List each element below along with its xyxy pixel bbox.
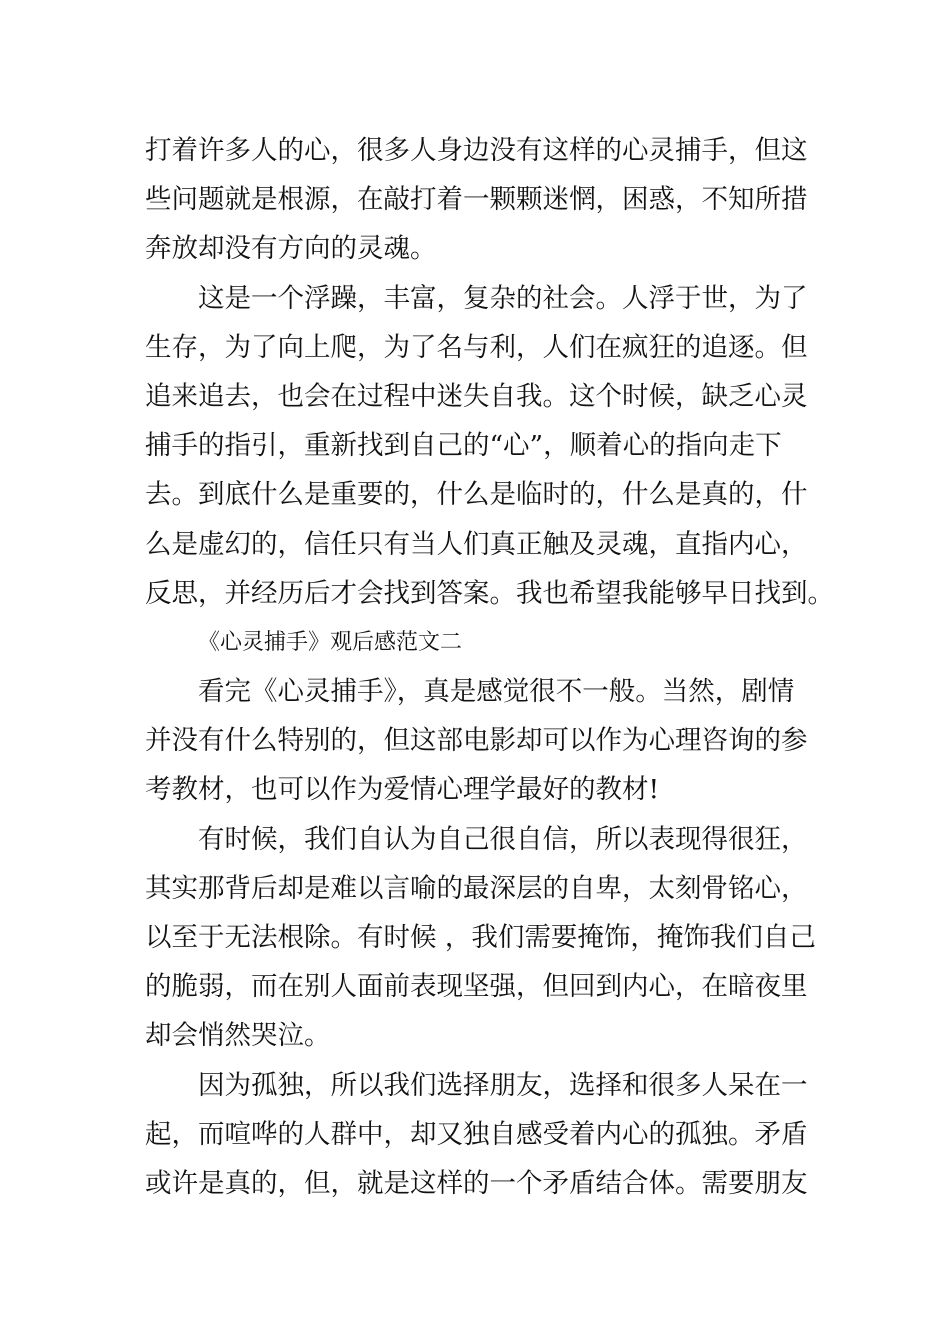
text-line: 其实那背后却是难以言喻的最深层的自卑，太刻骨铭心， bbox=[145, 872, 808, 904]
text-line: 反思，并经历后才会找到答案。我也希望我能够早日找到。 bbox=[145, 577, 834, 609]
text-line: 打着许多人的心，很多人身边没有这样的心灵捕手，但这 bbox=[145, 135, 808, 166]
text-line: 或许是真的，但，就是这样的一个矛盾结合体。需要朋友 bbox=[145, 1167, 808, 1199]
text-line: 考教材，也可以作为爱情心理学最好的教材! bbox=[145, 774, 660, 806]
text-line: 以至于无法根除。有时候 ，我们需要掩饰，掩饰我们自己 bbox=[145, 922, 816, 953]
text-line: 却会悄然哭泣。 bbox=[145, 1020, 331, 1052]
text-line: 看完《心灵捕手》，真是感觉很不一般。当然，剧情 bbox=[198, 676, 795, 708]
text-line: 这是一个浮躁，丰富，复杂的社会。人浮于世，为了 bbox=[198, 282, 808, 314]
text-line: 去。到底什么是重要的，什么是临时的，什么是真的，什 bbox=[145, 479, 808, 511]
section-subtitle bbox=[145, 618, 810, 667]
text-line: 么是虚幻的，信任只有当人们真正触及灵魂，直指内心， bbox=[145, 528, 808, 560]
subtitle-line: 《心灵捕手》观后感范文二 bbox=[198, 629, 463, 655]
text-line: 些问题就是根源，在敲打着一颗颗迷惘，困惑，不知所措 bbox=[145, 184, 808, 216]
text-line: 捕手的指引，重新找到自己的“心”，顺着心的指向走下 bbox=[145, 430, 782, 462]
text-line: 生存，为了向上爬，为了名与利，人们在疯狂的追逐。但 bbox=[145, 331, 808, 363]
paragraph-3 bbox=[145, 667, 810, 815]
body-text bbox=[145, 126, 834, 1208]
text-line: 因为孤独，所以我们选择朋友，选择和很多人呆在一 bbox=[198, 1069, 808, 1101]
paragraph-5 bbox=[145, 1061, 810, 1209]
paragraph-1 bbox=[145, 126, 810, 274]
text-line: 有时候，我们自认为自己很自信，所以表现得很狂， bbox=[198, 823, 808, 855]
text-line: 的脆弱，而在别人面前表现坚强，但回到内心，在暗夜里 bbox=[145, 971, 808, 1003]
text-line: 奔放却没有方向的灵魂。 bbox=[145, 233, 437, 265]
paragraph-4 bbox=[145, 815, 816, 1061]
paragraph-2 bbox=[145, 274, 834, 618]
text-line: 起，而喧哗的人群中，却又独自感受着内心的孤独。矛盾 bbox=[145, 1118, 808, 1150]
text-line: 追来追去，也会在过程中迷失自我。这个时候，缺乏心灵 bbox=[145, 380, 808, 412]
text-line: 并没有什么特别的，但这部电影却可以作为心理咨询的参 bbox=[145, 725, 808, 757]
